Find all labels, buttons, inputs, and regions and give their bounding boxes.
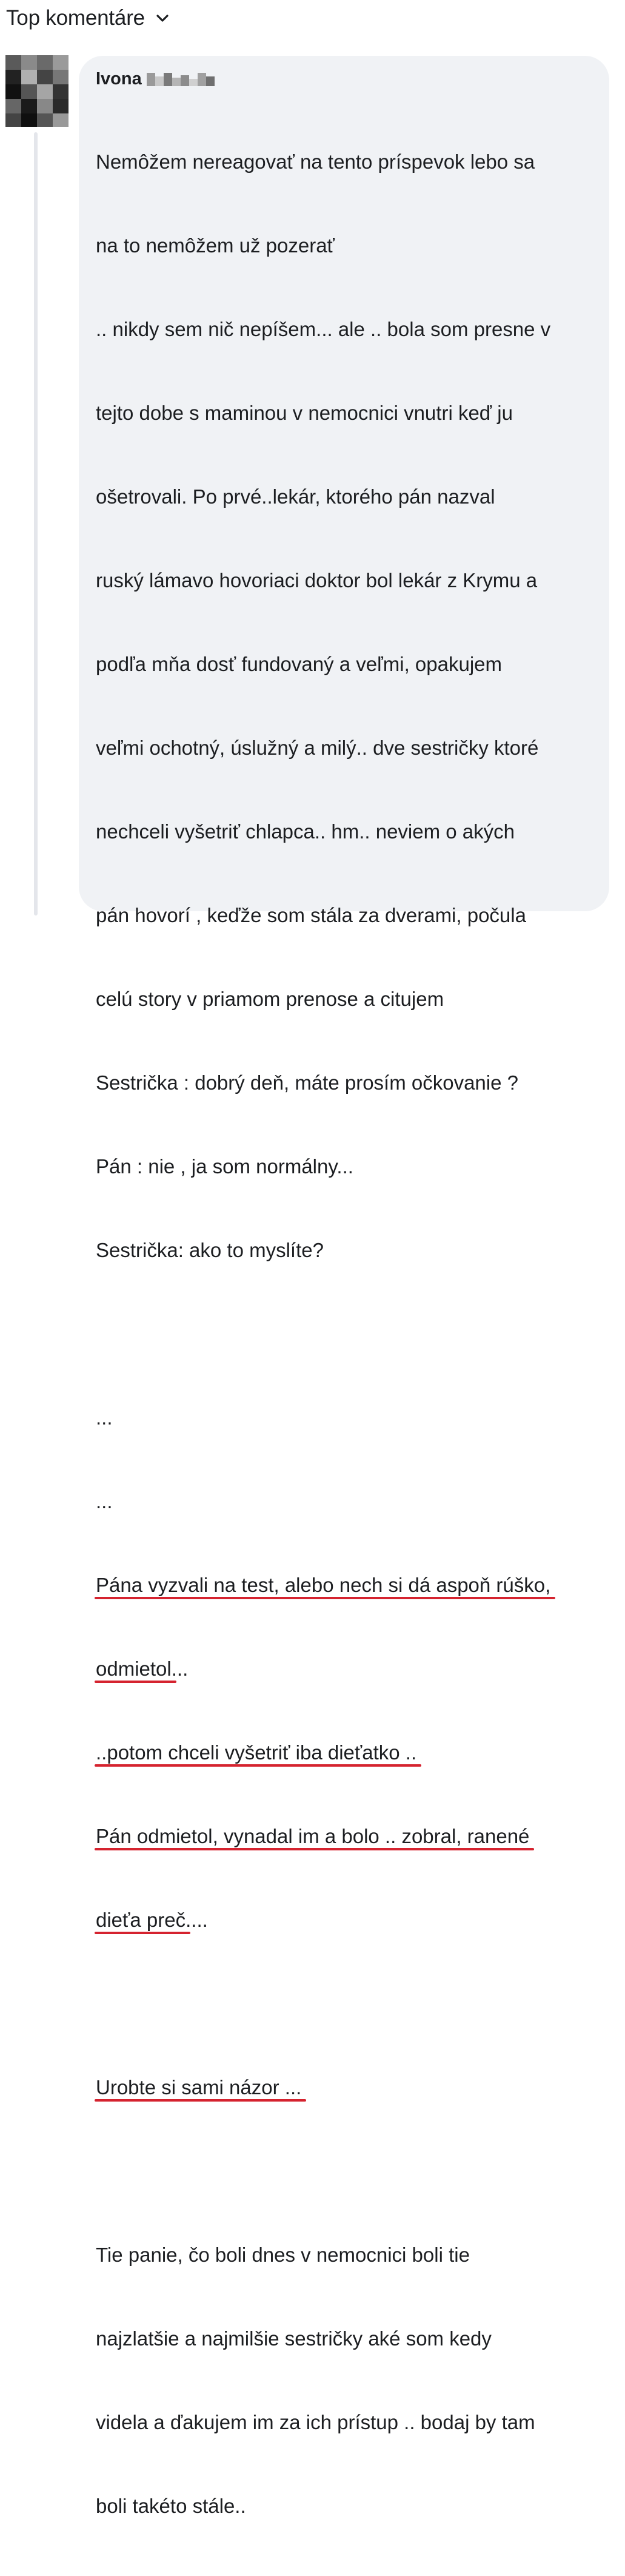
comment-line: nechceli vyšetriť chlapca.. hm.. neviem o akých — [96, 820, 515, 843]
comment-author[interactable] — [96, 69, 215, 89]
comment-line: ... — [96, 1406, 113, 1429]
comment-line-blank — [96, 2157, 599, 2185]
comment-line: Tie panie, čo boli dnes v nemocnici boli tie — [96, 2244, 470, 2266]
comment-line-underlined — [96, 1906, 599, 1934]
comment-line-underlined — [96, 2074, 599, 2102]
comment-line-underlined — [96, 1571, 599, 1599]
comment-bubble — [79, 56, 609, 2517]
chevron-down-icon[interactable] — [156, 12, 169, 25]
comment-line: ... — [96, 1490, 113, 1512]
comment-line: pán hovorí , keďže som stála za dverami, počula — [96, 904, 526, 926]
comment-line: Nemôžem nereagovať na tento príspevok lebo sa — [96, 150, 535, 173]
comment-line-underlined — [96, 1739, 599, 1767]
comment-line-underlined — [96, 1655, 599, 1683]
comment-line-suffix: .... — [185, 1909, 208, 1931]
comment-line: ruský lámavo hovoriaci doktor bol lekár z Krymu a — [96, 569, 538, 592]
comment-line: boli takéto stále.. — [96, 2495, 246, 2517]
red-underline-mark: Pána vyzvali na test, alebo nech si dá aspoň rúško, — [96, 1571, 550, 1599]
comment-sort-dropdown[interactable] — [6, 5, 169, 32]
redacted-surname — [147, 70, 215, 87]
comment-line: najzlatšie a najmilšie sestričky aké som kedy — [96, 2327, 492, 2350]
comment-line-suffix: ... — [171, 1657, 189, 1680]
comment-line: Sestrička: ako to myslíte? — [96, 1239, 324, 1261]
red-underline-mark: Urobte si sami názor ... — [96, 2074, 301, 2102]
comment-line: podľa mňa dosť fundovaný a veľmi, opakujem — [96, 653, 503, 675]
red-underline-mark: Pán odmietol, vynadal im a bolo .. zobral, ranené — [96, 1822, 529, 1850]
comment-sort-label: Top komentáre — [6, 6, 145, 30]
comment-line: .. nikdy sem nič nepíšem... ale .. bola som presne v — [96, 318, 551, 340]
red-underline-mark: ..potom chceli vyšetriť iba dieťatko .. — [96, 1739, 416, 1767]
comment-line: na to nemôžem už pozerať — [96, 234, 335, 257]
red-underline-mark: dieťa preč — [96, 1906, 185, 1934]
author-name[interactable]: Ivona — [96, 69, 142, 89]
reply-thread-line — [34, 132, 38, 915]
comment-line: celú story v priamom prenose a citujem — [96, 988, 444, 1010]
comment-body — [96, 92, 599, 2576]
avatar[interactable] — [5, 55, 69, 127]
red-underline-mark: odmietol — [96, 1655, 172, 1683]
comment-line: ošetrovali. Po prvé..lekár, ktorého pán nazval — [96, 485, 495, 508]
comment-line-underlined — [96, 1822, 599, 1850]
comment-line-blank — [96, 1320, 599, 1348]
comment-line: veľmi ochotný, úslužný a milý.. dve sestričky ktoré — [96, 737, 539, 759]
comment-line: videla a ďakujem im za ich prístup .. bodaj by tam — [96, 2411, 535, 2433]
comment-line-blank — [96, 1990, 599, 2018]
comment-line: Pán : nie , ja som normálny... — [96, 1155, 353, 1178]
comment-line: tejto dobe s maminou v nemocnici vnutri keď ju — [96, 402, 513, 424]
comment-line: Sestrička : dobrý deň, máte prosím očkovanie ? — [96, 1071, 518, 1094]
